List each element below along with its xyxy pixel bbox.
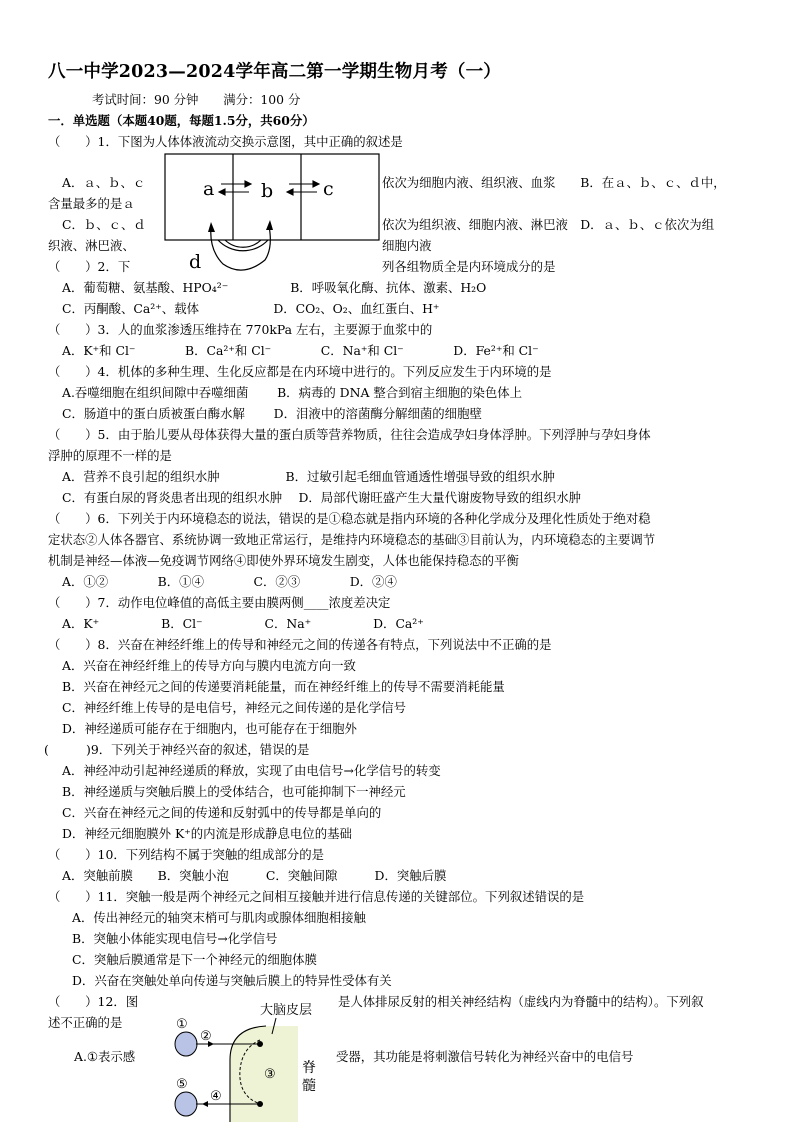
q5-options-cd: C．有蛋白尿的肾炎患者出现的组织水肿 D．局部代谢旺盛产生大量代谢废物导致的组织水肿	[62, 490, 581, 505]
q8-option-c: C．神经纤维上传导的是电信号，神经元之间传递的是化学信号	[62, 700, 407, 715]
q1-option-c: C．ｂ、ｃ、ｄ	[62, 217, 146, 232]
body-fluid-diagram	[163, 152, 381, 277]
q9-stem: ( )9．下列关于神经兴奋的叙述，错误的是	[44, 742, 310, 757]
q8-option-b: B．兴奋在神经元之间的传递要消耗能量，而在神经纤维上的传导不需要消耗能量	[62, 679, 505, 694]
section-heading: 一．单选题（本题40题，每题1.5分，共60分）	[48, 113, 315, 128]
q6-stem-cont1: 定状态②人体各器官、系统协调一致地正常运行，是维持内环境稳态的基础③目前认为，内环境稳态的主要调节	[48, 532, 656, 547]
q11-option-b: B．突触小体能实现电信号→化学信号	[72, 931, 278, 946]
q7-stem: （ ）7．动作电位峰值的高低主要由膜两侧____浓度差决定	[48, 595, 391, 610]
q11-stem: （ ）11．突触一般是两个神经元之间相互接触并进行信息传递的关键部位。下列叙述错误的是	[48, 889, 585, 904]
q9-option-a: A．神经冲动引起神经递质的释放，实现了由电信号→化学信号的转变	[62, 763, 441, 778]
urination-reflex-diagram	[168, 1000, 338, 1122]
q6-stem: （ ）6．下列关于内环境稳态的说法，错误的是①稳态就是指内环境的各种化学成分及理化性质处于绝对稳	[48, 511, 651, 526]
exam-info: 考试时间：90 分钟 满分：100 分	[92, 92, 301, 107]
q5-options-ab: A．营养不良引起的组织水肿 B．过敏引起毛细血管通透性增强导致的组织水肿	[62, 469, 555, 484]
q12-stem-cont2: 述不正确的是	[48, 1015, 123, 1030]
q9-option-c: C．兴奋在神经元之间的传递和反射弧中的传导都是单向的	[62, 805, 382, 820]
q11-option-d: D．兴奋在突触处单向传递与突触后膜上的特异性受体有关	[72, 973, 392, 988]
q2-stem: （ ）2．下	[48, 259, 131, 274]
q1-option-b-cont: 含量最多的是ａ	[48, 196, 135, 211]
q9-option-d: D．神经元细胞膜外 K⁺的内流是形成静息电位的基础	[62, 826, 352, 841]
q11-option-c: C．突触后膜通常是下一个神经元的细胞体膜	[72, 952, 317, 967]
label-c: c	[323, 178, 334, 200]
label-a: a	[203, 178, 215, 200]
q1-option-a: A．ａ、ｂ、ｃ	[62, 175, 146, 190]
q1-stem: （ ）1．下图为人体体液流动交换示意图，其中正确的叙述是	[48, 134, 403, 149]
q4-stem: （ ）4．机体的多种生理、生化反应都是在内环境中进行的。下列反应发生于内环境的是	[48, 364, 552, 379]
q12-option-a: A.①表示感	[74, 1049, 136, 1064]
q1-option-c-d: 依次为组织液、细胞内液、淋巴液 D．ａ、ｂ、ｃ依次为组	[382, 217, 715, 232]
q1-option-d-cont: 细胞内液	[382, 238, 432, 253]
q12-stem-cont: 是人体排尿反射的相关神经结构（虚线内为脊髓中的结构）。下列叙	[338, 994, 704, 1009]
q6-options: A．①② B．①④ C．②③ D．②④	[62, 574, 397, 589]
q8-stem: （ ）8．兴奋在神经纤维上的传导和神经元之间的传递各有特点，下列说法中不正确的是	[48, 637, 552, 652]
label-2: ②	[200, 1029, 212, 1044]
q3-options: A．K⁺和 Cl⁻ B．Ca²⁺和 Cl⁻ C．Na⁺和 Cl⁻ D．Fe²⁺和 Cl⁻	[62, 343, 539, 358]
brain-cortex-label: 大脑皮层	[260, 1003, 313, 1018]
q12-option-a-cont: 受器，其功能是将刺激信号转化为神经兴奋中的电信号	[336, 1049, 634, 1064]
q10-options: A．突触前膜 B．突触小泡 C．突触间隙 D．突触后膜	[62, 868, 447, 883]
q6-stem-cont2: 机制是神经—体液—免疫调节网络④即使外界环境发生剧变，人体也能保持稳态的平衡	[48, 553, 519, 568]
label-d: d	[189, 251, 202, 273]
q3-stem: （ ）3．人的血浆渗透压维持在 770kPa 左右，主要源于血浆中的	[48, 322, 433, 337]
spinal-label-2: 髓	[302, 1078, 316, 1094]
q2-stem-cont: 列各组物质全是内环境成分的是	[382, 259, 556, 274]
q2-options-cd: C．丙酮酸、Ca²⁺、载体 D．CO₂、O₂、血红蛋白、H⁺	[62, 301, 440, 316]
exam-title: 八一中学2023—2024学年高二第一学期生物月考（一）	[48, 62, 502, 82]
q11-option-a: A．传出神经元的轴突末梢可与肌肉或腺体细胞相接触	[72, 910, 366, 925]
q1-option-d: 织液、淋巴液、	[48, 238, 135, 253]
q5-stem-cont: 浮肿的原理不一样的是	[48, 448, 172, 463]
q4-options-cd: C．肠道中的蛋白质被蛋白酶水解 D．泪液中的溶菌酶分解细菌的细胞壁	[62, 406, 482, 421]
label-5: ⑤	[176, 1077, 188, 1092]
q10-stem: （ ）10．下列结构不属于突触的组成部分的是	[48, 847, 324, 862]
q8-option-d: D．神经递质可能存在于细胞内，也可能存在于细胞外	[62, 721, 357, 736]
q5-stem: （ ）5．由于胎儿要从母体获得大量的蛋白质等营养物质，往往会造成孕妇身体浮肿。下列浮肿与孕妇身体	[48, 427, 651, 442]
q4-options-ab: A.吞噬细胞在组织间隙中吞噬细菌 B．病毒的 DNA 整合到宿主细胞的染色体上	[62, 385, 523, 400]
q2-options-ab: A．葡萄糖、氨基酸、HPO₄²⁻ B．呼吸氧化酶、抗体、激素、H₂O	[62, 280, 487, 295]
label-4: ④	[210, 1089, 222, 1104]
spinal-label-1: 脊	[302, 1060, 316, 1076]
q1-option-a-b: 依次为细胞内液、组织液、血浆 B．在ａ、ｂ、ｃ、ｄ中，	[382, 175, 726, 190]
q12-stem: （ ）12．图	[48, 994, 139, 1009]
label-b: b	[261, 180, 274, 202]
q8-option-a: A．兴奋在神经纤维上的传导方向与膜内电流方向一致	[62, 658, 356, 673]
q7-options: A．K⁺ B．Cl⁻ C．Na⁺ D．Ca²⁺	[62, 616, 424, 631]
label-1: ①	[176, 1017, 188, 1032]
q9-option-b: B．神经递质与突触后膜上的受体结合，也可能抑制下一神经元	[62, 784, 406, 799]
label-3: ③	[264, 1067, 276, 1082]
